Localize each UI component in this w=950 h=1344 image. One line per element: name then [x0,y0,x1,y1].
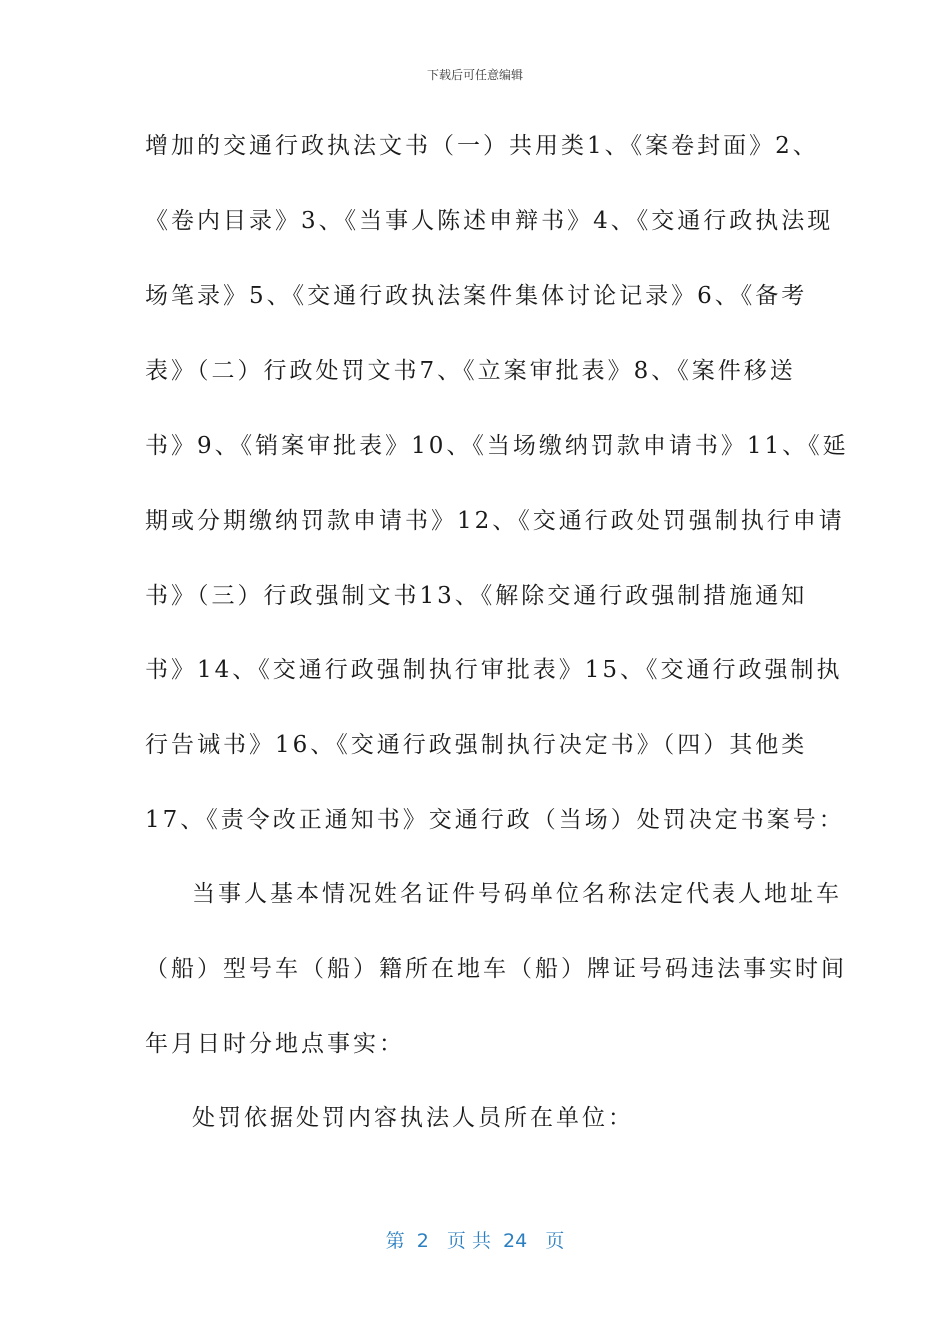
text-line: 表》（二）行政处罚文书7、《立案审批表》8、《案件移送 [145,358,796,384]
text-line: 年月日时分地点事实： [145,1031,405,1057]
text-line: 书》14、《交通行政强制执行审批表》15、《交通行政强制执 [145,657,843,683]
page-number: 第 2 页 共 24 页 [385,1230,565,1252]
paragraph-line: 当事人基本情况姓名证件号码单位名称法定代表人地址车 [192,881,842,907]
text-line: （船）型号车（船）籍所在地车（船）牌证号码违法事实时间 [145,956,847,982]
header-note: 下载后可任意编辑 [426,68,523,82]
text-line: 期或分期缴纳罚款申请书》12、《交通行政处罚强制执行申请 [145,508,845,534]
text-line: 书》（三）行政强制文书13、《解除交通行政强制措施通知 [145,583,808,609]
text-line: 场笔录》5、《交通行政执法案件集体讨论记录》6、《备考 [145,283,808,309]
text-line: 书》9、《销案审批表》10、《当场缴纳罚款申请书》11、《延 [145,433,849,459]
text-line: 17、《责令改正通知书》交通行政（当场）处罚决定书案号： [145,807,845,833]
text-line: 《卷内目录》3、《当事人陈述申辩书》4、《交通行政执法现 [145,208,834,234]
paragraph-line: 处罚依据处罚内容执法人员所在单位： [192,1105,634,1131]
text-line: 行告诫书》16、《交通行政强制执行决定书》（四）其他类 [145,732,808,758]
text-line: 增加的交通行政执法文书（一）共用类1、《案卷封面》2、 [145,133,819,159]
